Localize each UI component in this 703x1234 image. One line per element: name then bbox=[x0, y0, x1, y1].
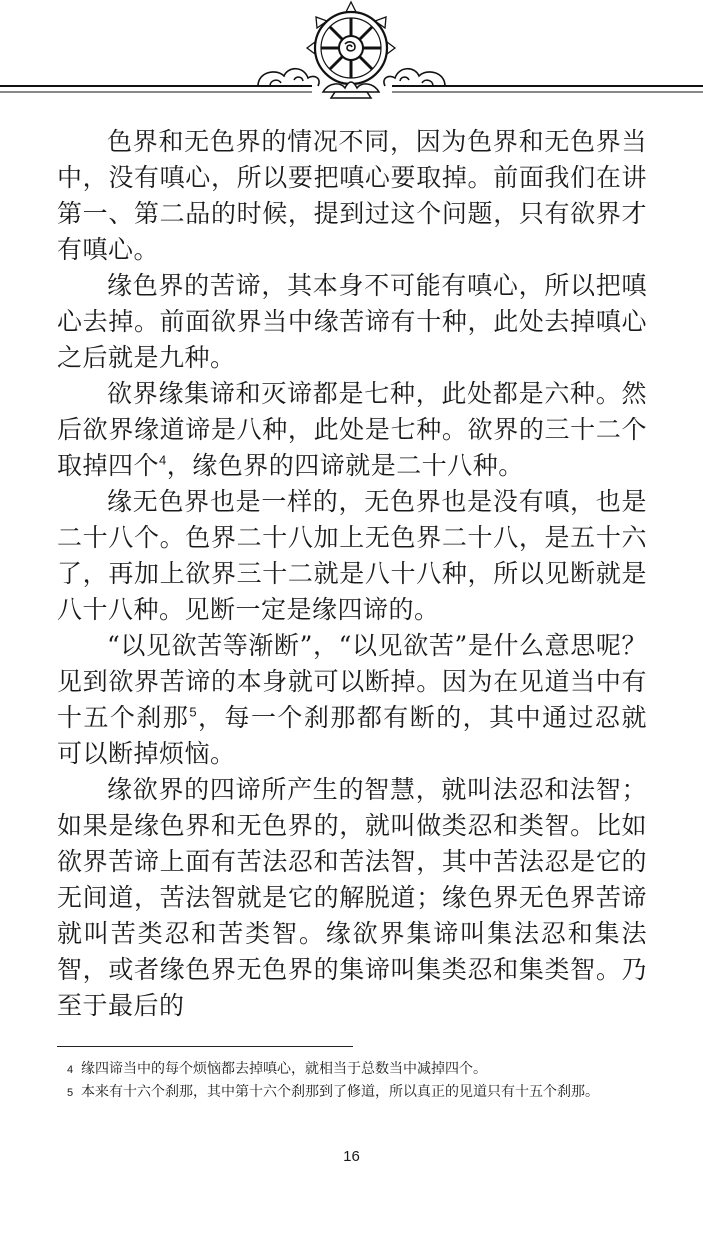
footnote-5 bbox=[57, 1081, 647, 1104]
paragraph-4: 缘无色界也是一样的，无色界也是没有嗔，也是二十八个。色界二十八加上无色界二十八，是五十六了，再加上欲界三十二就是八十八种，所以见断就是八十八种。见断一定是缘四谛的。 bbox=[57, 487, 647, 624]
footnote-4 bbox=[57, 1058, 647, 1081]
footnote-divider bbox=[57, 1046, 353, 1047]
footnote-number: 5 bbox=[67, 1087, 74, 1099]
paragraph-5-text-a: “以见欲苦等渐断”，“以见欲苦”是什么意思呢？见到欲界苦谛的本身就可以断掉。因为在见道当中有十五个刹那 bbox=[57, 631, 647, 732]
paragraph-5-text-b: ，每一个刹那都有断的，其中通过忍就可以断掉烦恼。 bbox=[57, 703, 647, 768]
footnote-ref-5[interactable]: 5 bbox=[189, 704, 198, 720]
paragraph-3 bbox=[57, 376, 647, 484]
paragraph-3-text-b: ，缘色界的四谛就是二十八种。 bbox=[166, 451, 524, 480]
main-text bbox=[57, 124, 647, 1024]
paragraph-5 bbox=[57, 628, 647, 772]
page-header bbox=[0, 0, 703, 105]
footnote-ref-4[interactable]: 4 bbox=[159, 452, 167, 468]
page-number: 16 bbox=[343, 1148, 360, 1165]
footnote-text: 本来有十六个刹那，其中第十六个刹那到了修道，所以真正的见道只有十五个刹那。 bbox=[81, 1084, 599, 1100]
paragraph-3-text-a: 欲界缘集谛和灭谛都是七种，此处都是六种。然后欲界缘道谛是八种，此处是七种。欲界的三十二个取掉四个 bbox=[57, 379, 647, 480]
footnote-number: 4 bbox=[67, 1064, 74, 1076]
paragraph-6: 缘欲界的四谛所产生的智慧，就叫法忍和法智；如果是缘色界和无色界的，就叫做类忍和类智。比如欲界苦谛上面有苦法忍和苦法智，其中苦法忍是它的无间道，苦法智就是它的解脱道；缘色界无色界苦谛就叫苦类忍和苦类智。缘欲界集谛叫集法忍和集法智，或者缘色界无色界的集谛叫集类忍和集类智。乃至于最后的 bbox=[57, 775, 647, 1020]
paragraph-2: 缘色界的苦谛，其本身不可能有嗔心，所以把嗔心去掉。前面欲界当中缘苦谛有十种，此处去掉嗔心之后就是九种。 bbox=[57, 271, 647, 372]
cloud-right-icon bbox=[384, 69, 445, 86]
paragraph-1: 色界和无色界的情况不同，因为色界和无色界当中，没有嗔心，所以要把嗔心要取掉。前面我们在讲第一、第二品的时候，提到过这个问题，只有欲界才有嗔心。 bbox=[57, 127, 647, 264]
footnotes bbox=[57, 1058, 647, 1104]
dharma-wheel-icon bbox=[307, 2, 395, 98]
cloud-left-icon bbox=[258, 69, 319, 86]
header-ornament bbox=[0, 0, 703, 105]
footnote-text: 缘四谛当中的每个烦恼都去掉嗔心，就相当于总数当中减掉四个。 bbox=[81, 1061, 487, 1077]
